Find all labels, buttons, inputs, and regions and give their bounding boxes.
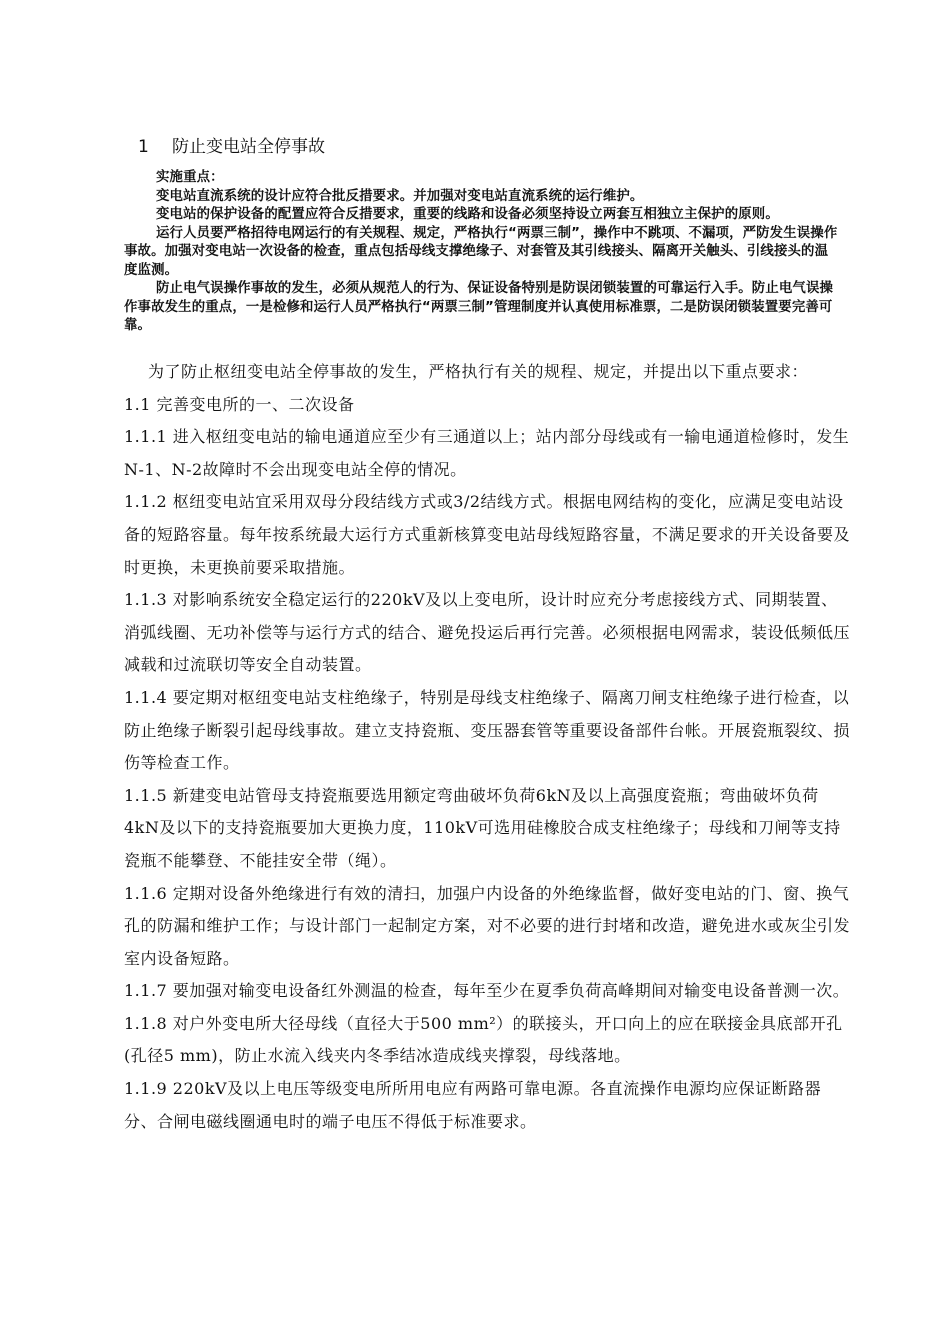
requirement-item: 1.1.7 要加强对输变电设备红外测温的检查，每年至少在夏季负荷高峰期间对输变电设备普测一次。 bbox=[124, 981, 850, 1001]
requirement-item: 1.1.2 枢纽变电站宜采用双母分段结线方式或3/2结线方式。根据电网结构的变化，应满足变电站设备的短路容量。每年按系统最大运行方式重新核算变电站母线短路容量，不满足要求的开关设备要及时更换，未更换前要采取措施。 bbox=[124, 492, 851, 577]
section-title: 防止变电站全停事故 bbox=[172, 137, 325, 157]
requirement-item: 1.1.5 新建变电站管母支持瓷瓶要选用额定弯曲破坏负荷6kN及以上高强度瓷瓶；弯曲破坏负荷4kN及以下的支持瓷瓶要加大更换力度，110kV可选用硅橡胶合成支柱绝缘子；母线和刀闸等支持瓷瓶不能攀登、不能挂安全带（绳）。 bbox=[124, 785, 841, 870]
implementation-focus-block bbox=[124, 169, 840, 336]
focus-paragraph: 运行人员要严格招待电网运行的有关规程、规定，严格执行“两票三制”，操作中不跳项、不漏项，严防发生误操作事故。加强对变电站一次设备的检查，重点包括母线支撑绝缘子、对套管及其引线接头、隔离开关触头、引线接头的温度监测。 bbox=[124, 225, 838, 278]
focus-title: 实施重点： bbox=[156, 170, 224, 185]
section-number: 1 bbox=[138, 137, 149, 157]
requirement-item: 1.1.1 进入枢纽变电站的输电通道应至少有三通道以上；站内部分母线或有一输电通道检修时，发生N-1、N-2故障时不会出现变电站全停的情况。 bbox=[124, 427, 850, 479]
requirement-item: 1.1.6 定期对设备外绝缘进行有效的清扫，加强户内设备的外绝缘监督，做好变电站的门、窗、换气孔的防漏和维护工作；与设计部门一起制定方案，对不必要的进行封堵和改造，避免进水或灰尘引发室内设备短路。 bbox=[124, 883, 851, 968]
focus-paragraph: 防止电气误操作事故的发生，必须从规范人的行为、保证设备特别是防误闭锁装置的可靠运行入手。防止电气误操作事故发生的重点，一是检修和运行人员严格执行“两票三制”管理制度并认真使用标准票，二是防误闭锁装置要完善可靠。 bbox=[124, 281, 834, 333]
subsection-title: 1.1 完善变电所的一、二次设备 bbox=[124, 394, 355, 414]
requirement-item: 1.1.9 220kV及以上电压等级变电所所用电应有两路可靠电源。各直流操作电源均应保证断路器分、合闸电磁线圈通电时的端子电压不得低于标准要求。 bbox=[124, 1079, 822, 1131]
intro-paragraph: 为了防止枢纽变电站全停事故的发生，严格执行有关的规程、规定，并提出以下重点要求： bbox=[148, 362, 809, 381]
requirement-item: 1.1.4 要定期对枢纽变电站支柱绝缘子，特别是母线支柱绝缘子、隔离刀闸支柱绝缘子进行检查，以防止绝缘子断裂引起母线事故。建立支持瓷瓶、变压器套管等重要设备部件台帐。开展瓷瓶裂纹、损伤等检查工作。 bbox=[124, 687, 851, 773]
requirement-item: 1.1.8 对户外变电所大径母线（直径大于500 mm²）的联接头，开口向上的应在联接金具底部开孔(孔径5 mm)，防止水流入线夹内冬季结冰造成线夹撑裂，母线落地。 bbox=[124, 1013, 843, 1066]
focus-paragraph: 变电站的保护设备的配置应符合反措要求，重要的线路和设备必须坚持设立两套互相独立主保护的原则。 bbox=[156, 207, 779, 222]
focus-paragraph: 变电站直流系统的设计应符合批反措要求。并加强对变电站直流系统的运行维护。 bbox=[156, 188, 644, 204]
body-text bbox=[124, 356, 854, 1138]
section-heading bbox=[138, 136, 325, 158]
requirement-item: 1.1.3 对影响系统安全稳定运行的220kV及以上变电所，设计时应充分考虑接线方式、同期装置、消弧线圈、无功补偿等与运行方式的结合、避免投运后再行完善。必须根据电网需求，装设低频低压减载和过流联切等安全自动装置。 bbox=[124, 590, 851, 675]
